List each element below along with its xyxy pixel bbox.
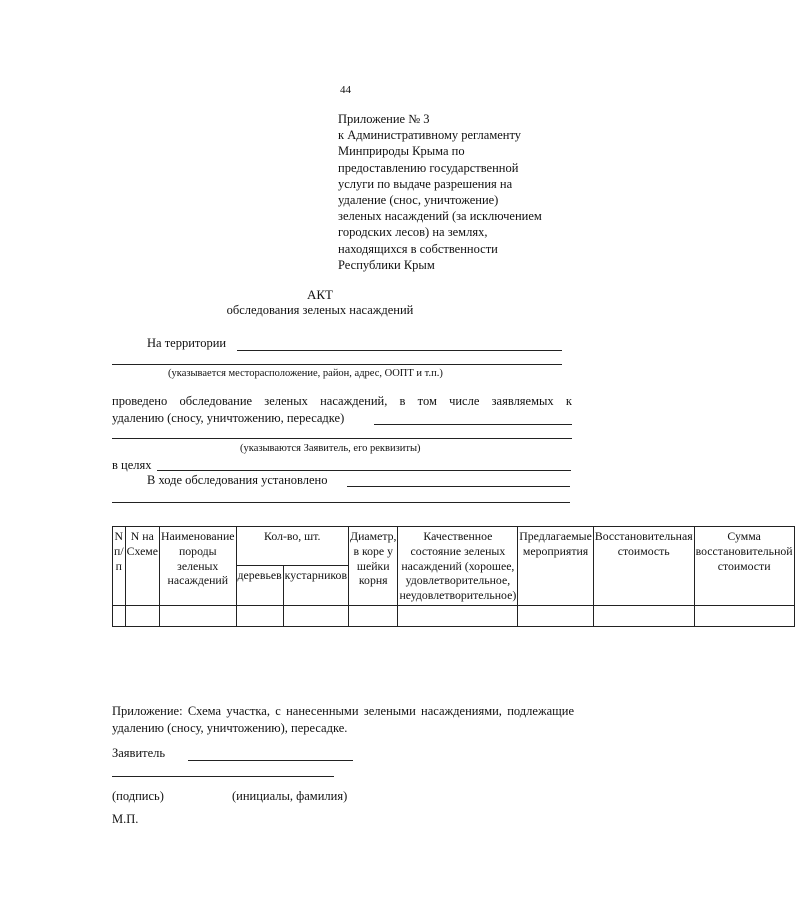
col-restoration-cost-header: Восстановительная стоимость	[593, 527, 694, 606]
table-cell[interactable]	[518, 605, 594, 626]
table-cell[interactable]	[593, 605, 694, 626]
purpose-field-line[interactable]	[157, 470, 571, 471]
appendix-line: услуги по выдаче разрешения на	[338, 176, 513, 191]
survey-text-line	[112, 394, 572, 409]
table-cell[interactable]	[694, 605, 794, 626]
table-cell[interactable]	[160, 605, 237, 626]
survey-word: том	[417, 394, 437, 408]
applicant-signature-line[interactable]	[188, 760, 353, 761]
table-cell[interactable]	[398, 605, 518, 626]
territory-hint: (указывается месторасположение, район, адрес, ООПТ и т.п.)	[168, 368, 443, 379]
applicant-label: Заявитель	[112, 746, 166, 760]
appendix-header	[338, 111, 608, 273]
appendix-line: удаление (снос, уничтожение)	[338, 193, 499, 208]
table-cell[interactable]	[113, 605, 126, 626]
survey-word: заявляемых	[491, 394, 554, 408]
appendix-note: Приложение: Схема участка, с нанесенными зелеными насаждениями, подлежащие удалению (сносу, уничтожению), пересадке.	[112, 704, 574, 735]
table-cell[interactable]	[125, 605, 159, 626]
signature-line[interactable]	[112, 776, 334, 777]
col-diameter-header: Диаметр, в коре у шейки корня	[349, 527, 398, 606]
document-subtitle: обследования зеленых насаждений	[226, 303, 414, 317]
signature-label: (подпись)	[112, 789, 164, 803]
applicant-field-line[interactable]	[112, 438, 572, 439]
table-cell[interactable]	[283, 605, 348, 626]
survey-word: зеленых	[264, 394, 308, 408]
findings-label: В ходе обследования установлено	[147, 473, 328, 487]
survey-table	[112, 526, 795, 627]
survey-text-line-2: удалению (сносу, уничтожению, пересадке)	[112, 411, 345, 425]
stamp-label: М.П.	[112, 812, 139, 826]
findings-field-line-2[interactable]	[112, 502, 570, 503]
col-scheme-header: N на Схеме	[125, 527, 159, 606]
document-title: АКТ	[307, 287, 333, 302]
findings-field-line[interactable]	[347, 486, 570, 487]
appendix-line: к Административному регламенту	[338, 128, 522, 143]
survey-word: насаждений,	[320, 394, 388, 408]
survey-word: проведено	[112, 394, 168, 408]
table-cell[interactable]	[349, 605, 398, 626]
territory-field-line-2[interactable]	[112, 364, 562, 365]
appendix-line: Республики Крым	[338, 257, 435, 272]
appendix-line: Минприроды Крыма по	[338, 144, 465, 159]
initials-label: (инициалы, фамилия)	[232, 789, 348, 803]
territory-field-line[interactable]	[237, 350, 562, 351]
appendix-line: зеленых насаждений (за исключением	[338, 209, 542, 224]
col-shrubs-header: кустарников	[283, 566, 348, 606]
appendix-line: находящихся в собственности	[338, 241, 498, 256]
appendix-line: городских лесов) на землях,	[338, 225, 488, 240]
appendix-line: предоставлению государственной	[338, 160, 519, 175]
col-restoration-sum-header: Сумма восстановительной стоимости	[694, 527, 794, 606]
survey-word: к	[565, 394, 572, 408]
table-cell[interactable]	[236, 605, 283, 626]
survey-word: обследование	[179, 394, 253, 408]
col-measures-header: Предлагаемые мероприятия	[518, 527, 594, 606]
col-condition-header: Качественное состояние зеленых насаждений (хорошее, удовлетворительное, неудовлетворительное)	[398, 527, 518, 606]
applicant-hint: (указываются Заявитель, его реквизиты)	[240, 443, 421, 454]
survey-word: числе	[449, 394, 480, 408]
col-species-header: Наименование породы зеленых насаждений	[160, 527, 237, 606]
survey-word: в	[399, 394, 406, 408]
table-row[interactable]	[113, 605, 795, 626]
appendix-line: Приложение № 3	[338, 112, 430, 126]
col-quantity-header: Кол-во, шт.	[236, 527, 349, 566]
survey-field-line[interactable]	[374, 424, 572, 425]
table-header-row	[113, 527, 795, 566]
territory-label: На территории	[147, 336, 227, 350]
col-number-header: N п/п	[113, 527, 126, 606]
purpose-label: в целях	[112, 458, 152, 472]
col-trees-header: деревьев	[236, 566, 283, 606]
page-number: 44	[340, 84, 351, 96]
